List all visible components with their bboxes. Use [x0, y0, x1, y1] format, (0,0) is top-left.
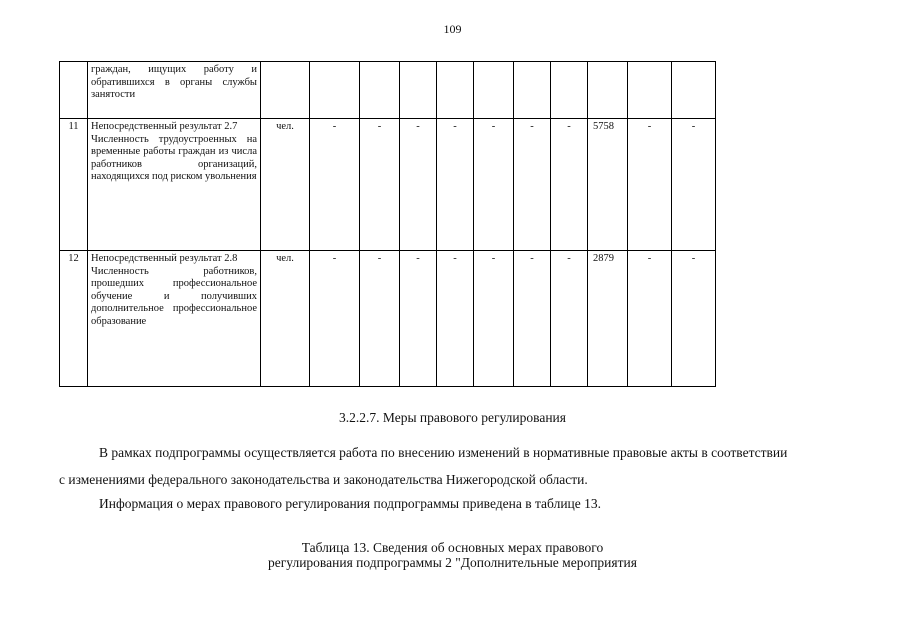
value-cell: 5758 [588, 119, 628, 251]
page-number: 109 [443, 22, 462, 36]
value-cell [400, 62, 437, 119]
indicator-description-cell [88, 119, 261, 251]
row-number-cell [60, 62, 88, 119]
value-cell: - [551, 251, 588, 387]
paragraph-1-line-2: с изменениями федерального законодательства и законодательства Нижегородской области. [59, 472, 588, 487]
paragraph-2: Информация о мерах правового регулирования подпрограммы приведена в таблице 13. [99, 496, 602, 511]
section-heading: 3.2.2.7. Меры правового регулирования [339, 410, 566, 425]
caption-line-1: Таблица 13. Сведения об основных мерах правового [301, 540, 604, 555]
value-cell: - [672, 119, 716, 251]
indicators-table [59, 61, 716, 387]
unit-cell: чел. [261, 119, 310, 251]
row-number-cell: 12 [60, 251, 88, 387]
value-cell [310, 62, 360, 119]
indicator-description-cell [88, 62, 261, 119]
value-cell [514, 62, 551, 119]
value-cell: - [400, 251, 437, 387]
value-cell: - [310, 251, 360, 387]
value-cell: - [551, 119, 588, 251]
value-cell: - [360, 119, 400, 251]
value-cell: - [628, 251, 672, 387]
value-cell [474, 62, 514, 119]
value-cell: - [474, 251, 514, 387]
value-cell: - [474, 119, 514, 251]
value-cell [628, 62, 672, 119]
indicator-description-text: Непосредственный результат 2.8 [91, 253, 238, 264]
value-cell: - [310, 119, 360, 251]
indicator-description-text: граждан, ищущих работу и обратившихся в органы службы занятости [91, 64, 257, 100]
unit-cell [261, 62, 310, 119]
value-cell: - [400, 119, 437, 251]
row-number-cell: 11 [60, 119, 88, 251]
value-cell: - [514, 119, 551, 251]
value-cell [360, 62, 400, 119]
value-cell [551, 62, 588, 119]
table-row [60, 251, 716, 387]
value-cell [588, 62, 628, 119]
indicator-description-cell [88, 251, 261, 387]
value-cell: - [628, 119, 672, 251]
table-row [60, 62, 716, 119]
unit-cell: чел. [261, 251, 310, 387]
value-cell [672, 62, 716, 119]
paragraph-1-line-1: В рамках подпрограммы осуществляется работа по внесению изменений в нормативные правовые акты в соответствии [99, 445, 788, 460]
value-cell: - [437, 119, 474, 251]
value-cell [437, 62, 474, 119]
indicator-description-text: Непосредственный результат 2.7 [91, 121, 238, 132]
table-row [60, 119, 716, 251]
indicator-description-text: Численность трудоустроенных на временные работы граждан из числа работников организаций, находящихся под риском увольнения [91, 133, 257, 182]
value-cell: - [514, 251, 551, 387]
value-cell: 2879 [588, 251, 628, 387]
value-cell: - [437, 251, 474, 387]
caption-line-2: регулирования подпрограммы 2 "Дополнительные мероприятия [268, 555, 637, 570]
value-cell: - [672, 251, 716, 387]
indicator-description-text: Численность работников, прошедших профессиональное обучение и получивших дополнительное профессиональное образование [91, 265, 257, 327]
value-cell: - [360, 251, 400, 387]
table-caption [0, 540, 905, 570]
